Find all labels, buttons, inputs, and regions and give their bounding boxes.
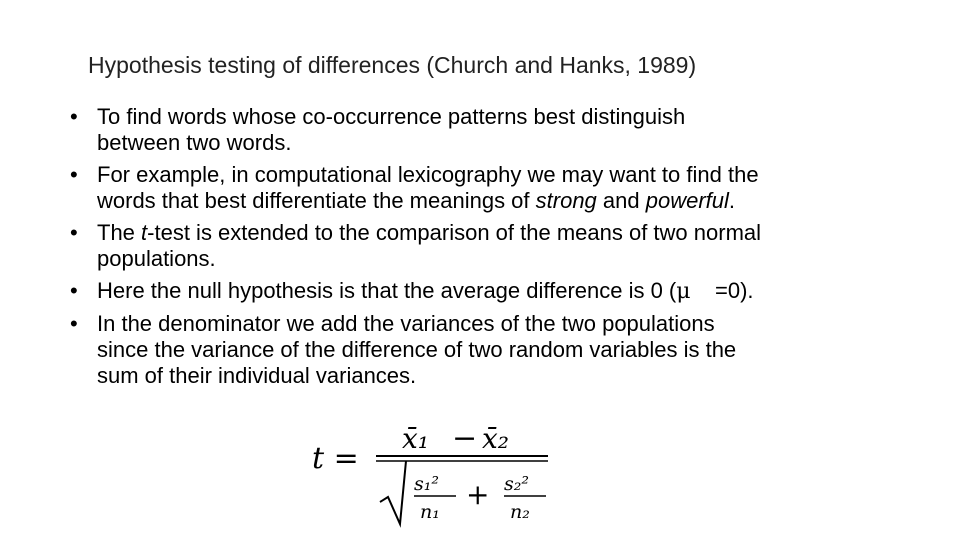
formula-lhs: t = bbox=[312, 441, 359, 476]
bullet-text: and bbox=[596, 188, 646, 213]
bullet-text: Here the null hypothesis is that the average difference is 0 ( bbox=[97, 278, 677, 303]
bullet-item bbox=[70, 278, 930, 305]
bullet-list bbox=[70, 104, 930, 395]
bullet-marker: • bbox=[70, 311, 78, 336]
italic-term: t bbox=[141, 220, 148, 245]
mu-symbol: μ bbox=[676, 279, 691, 304]
formula-n2: n₂ bbox=[510, 501, 530, 523]
bullet-text: In the denominator we add the variances of the two populations bbox=[97, 311, 715, 336]
bullet-text: -test is extended to the comparison of the means of two normal bbox=[147, 220, 762, 245]
bullet-text: between two words. bbox=[97, 130, 292, 155]
bullet-text: sum of their individual variances. bbox=[97, 363, 417, 388]
bullet-item bbox=[70, 311, 930, 389]
formula-s2: s₂² bbox=[504, 473, 529, 495]
bullet-text-line bbox=[97, 220, 930, 246]
bullet-text-line bbox=[97, 278, 930, 305]
italic-term: strong bbox=[535, 188, 597, 213]
formula-x2: x̄₂ bbox=[482, 422, 510, 455]
bullet-text: populations. bbox=[97, 246, 216, 271]
slide-title: Hypothesis testing of differences (Church and Hanks, 1989) bbox=[88, 52, 697, 78]
bullet-item bbox=[70, 104, 930, 156]
bullet-text-line bbox=[97, 188, 930, 214]
bullet-text: words that best differentiate the meanings of bbox=[97, 188, 536, 213]
bullet-item bbox=[70, 220, 930, 272]
italic-term: powerful bbox=[645, 188, 729, 213]
bullet-marker: • bbox=[70, 104, 78, 129]
bullet-text: =0). bbox=[690, 278, 754, 303]
formula-minus: − bbox=[452, 421, 478, 456]
bullet-marker: • bbox=[70, 278, 78, 303]
bullet-marker: • bbox=[70, 220, 78, 245]
formula-plus: + bbox=[466, 478, 490, 511]
bullet-text: . bbox=[728, 188, 736, 213]
bullet-text: For example, in computational lexicography we may want to find the bbox=[97, 162, 759, 187]
bullet-marker: • bbox=[70, 162, 78, 187]
formula-x1: x̄₁ bbox=[402, 422, 430, 455]
bullet-item bbox=[70, 162, 930, 214]
bullet-text: To find words whose co-occurrence patterns best distinguish bbox=[97, 104, 686, 129]
bullet-text: since the variance of the difference of two random variables is the bbox=[97, 337, 737, 362]
t-test-formula bbox=[310, 418, 560, 530]
radical-sign bbox=[380, 461, 406, 524]
formula-n1: n₁ bbox=[420, 501, 440, 523]
bullet-text: The bbox=[97, 220, 142, 245]
formula-s1: s₁² bbox=[414, 473, 439, 495]
